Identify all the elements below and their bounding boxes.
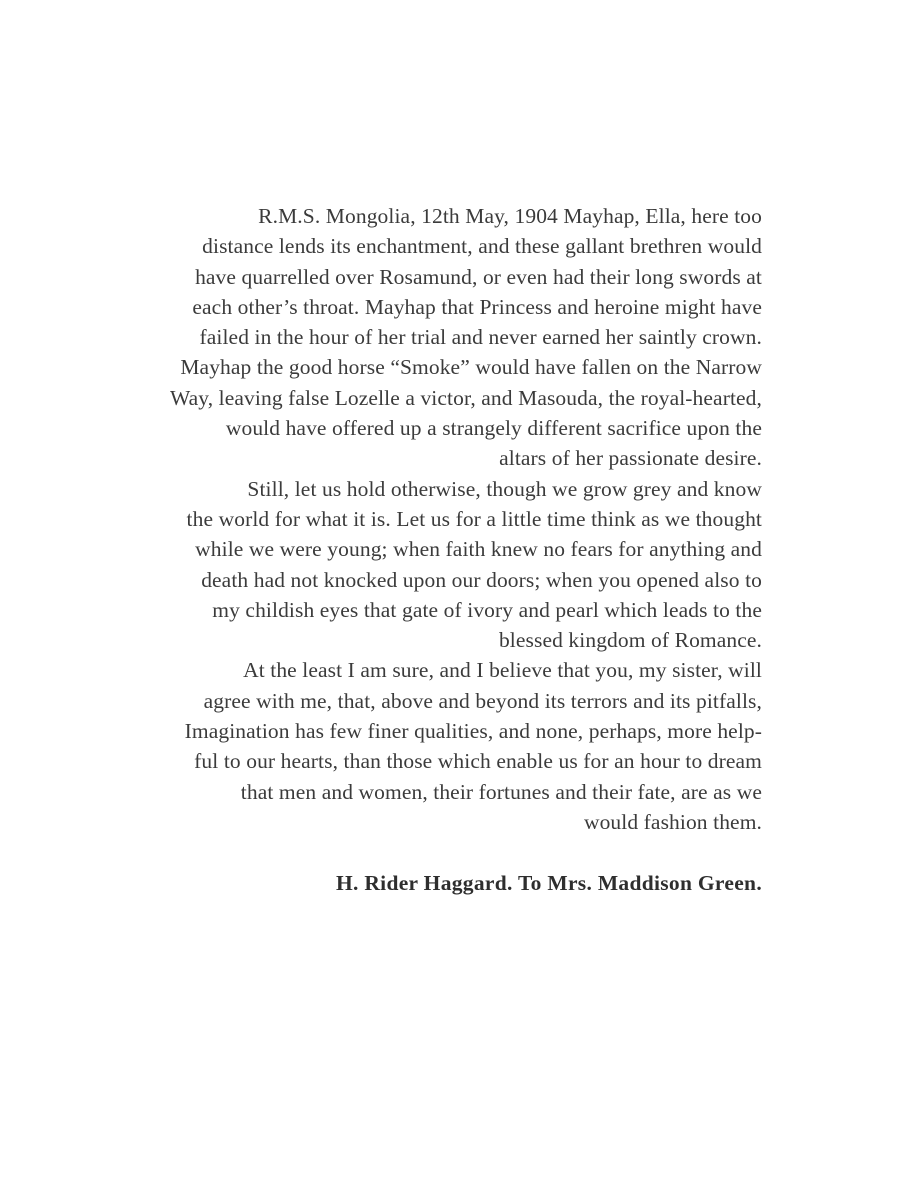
- text-line: agree with me, that, above and beyond its terrors and its pitfalls,: [203, 688, 762, 713]
- text-line: that men and women, their fortunes and their fate, are as we: [240, 779, 762, 804]
- text-line: Still, let us hold otherwise, though we grow grey and know: [247, 476, 762, 501]
- signature-line: H. Rider Haggard. To Mrs. Maddison Green.: [335, 871, 762, 896]
- letter-body: [136, 201, 762, 899]
- text-line: Way, leaving false Lozelle a victor, and Masouda, the royal-hearted,: [169, 385, 762, 410]
- text-line: Mayhap the good horse “Smoke” would have fallen on the Narrow: [180, 355, 762, 380]
- text-line: my childish eyes that gate of ivory and pearl which leads to the: [212, 597, 762, 622]
- text-line: have quarrelled over Rosamund, or even had their long swords at: [195, 264, 762, 289]
- text-line: failed in the hour of her trial and never earned her saintly crown.: [199, 325, 762, 350]
- paragraph: [136, 474, 762, 656]
- text-line: altars of her passionate desire.: [499, 446, 762, 471]
- text-line: while we were young; when faith knew no fears for anything and: [195, 537, 762, 562]
- text-line: ful to our hearts, than those which enable us for an hour to dream: [194, 749, 762, 774]
- text-line: death had not knocked upon our doors; when you opened also to: [201, 567, 762, 592]
- text-line: would fashion them.: [583, 809, 762, 834]
- text-line: each other’s throat. Mayhap that Princess and heroine might have: [192, 294, 762, 319]
- text-line: the world for what it is. Let us for a little time think as we thought: [186, 506, 762, 531]
- text-line: distance lends its enchantment, and these gallant brethren would: [202, 234, 762, 259]
- text-line: Imagination has few finer qualities, and none, perhaps, more help-: [184, 719, 762, 744]
- text-line: R.M.S. Mongolia, 12th May, 1904 Mayhap, Ella, here too: [258, 204, 762, 228]
- paragraph: [136, 201, 762, 474]
- letter-paragraphs: [136, 201, 762, 837]
- text-line: At the least I am sure, and I believe that you, my sister, will: [243, 658, 762, 683]
- text-line: blessed kingdom of Romance.: [498, 628, 762, 653]
- paragraph: [136, 655, 762, 837]
- text-line: would have offered up a strangely different sacrifice upon the: [225, 416, 762, 441]
